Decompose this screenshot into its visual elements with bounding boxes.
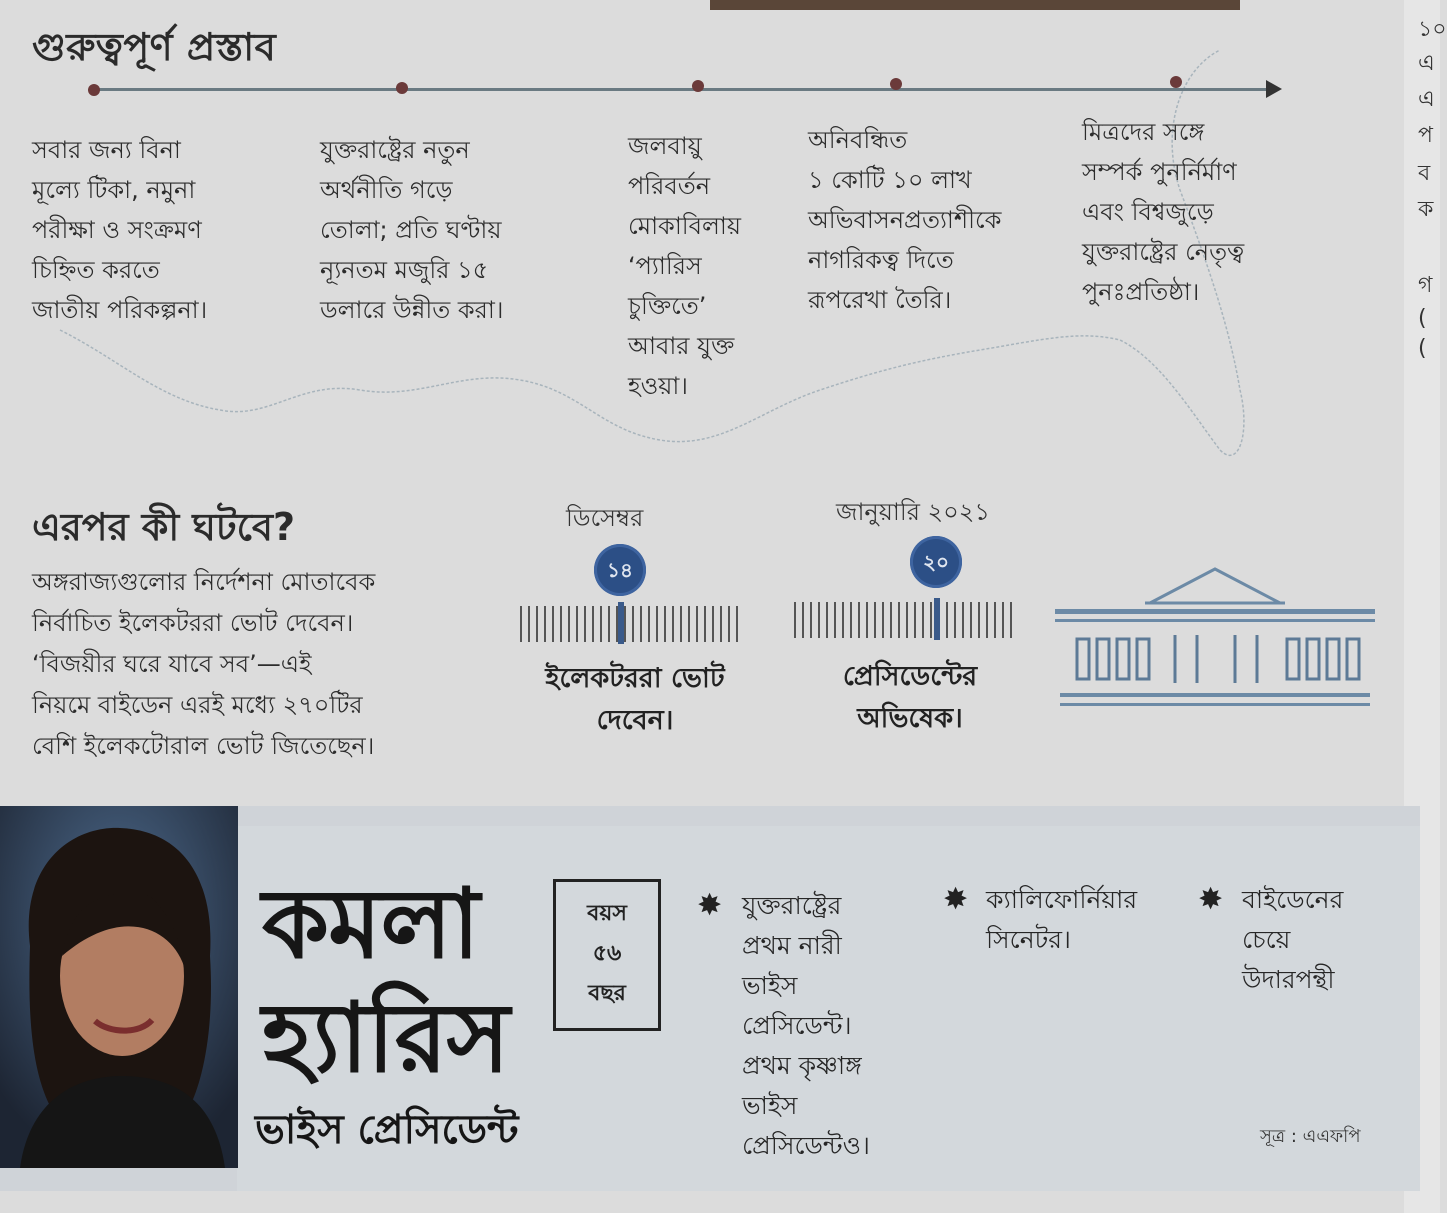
proposal-immigration: অনিবন্ধিত ১ কোটি ১০ লাখ অভিবাসনপ্রত্যাশীকে নাগরিকত্ব দিতে রূপরেখা তৈরি। [808,126,1002,314]
adjacent-photo-edge [710,0,1240,10]
age-box [553,879,661,1031]
capitol-building-icon [1055,565,1375,715]
star-icon: ✸ [1198,882,1224,917]
timeline-marker [934,598,940,640]
timeline-line [92,88,1272,91]
proposal-economy: যুক্তরাষ্ট্রের নতুন অর্থনীতি গড়ে তোলা; প্রতি ঘণ্টায় ন্যূনতম মজুরি ১৫ ডলারে উন্নীত করা। [320,136,504,324]
adjacent-column-fragment: প [1418,123,1433,148]
star-icon: ✸ [943,882,969,917]
fact-first-woman-vp: যুক্তরাষ্ট্রের প্রথম নারী ভাইস প্রেসিডেন্ট। প্রথম কৃষ্ণাঙ্গ ভাইস প্রেসিডেন্টও। [742,891,870,1160]
fact-california-senator: ক্যালিফোর্নিয়ার সিনেটর। [986,885,1138,954]
timeline-arrow-icon [1266,80,1282,98]
adjacent-column-fragment: এ [1418,87,1435,112]
age-label: বয়স [587,901,627,926]
timeline-dot [396,82,408,94]
timeline-dot [890,78,902,90]
adjacent-column-fragment: ( [1418,306,1427,331]
proposal-climate: জলবায়ু পরিবর্তন মোকাবিলায় ‘প্যারিস চুক্তিতে’ আবার যুক্ত হওয়া। [628,132,741,400]
event-caption-inauguration: প্রেসিডেন্টের অভিষেক। [842,661,978,734]
timeline-dot [692,80,704,92]
what-next-title: এরপর কী ঘটবে? [32,505,296,549]
adjacent-column-fragment: এ [1418,51,1435,76]
proposals-title: গুরুত্বপূর্ণ প্রস্তাব [32,25,277,69]
timeline-marker [618,602,624,644]
event-date-badge: ১৪ [594,544,646,596]
adjacent-column-fragment: ১০ [1418,17,1447,42]
timeline-dot [1170,76,1182,88]
event-month-january: জানুয়ারি ২০২১ [836,498,990,526]
adjacent-column-fragment: গ [1418,273,1433,298]
event-date-badge: ২০ [910,536,962,588]
proposal-vaccine: সবার জন্য বিনা মূল্যে টিকা, নমুনা পরীক্ষা ও সংক্রমণ চিহ্নিত করতে জাতীয় পরিকল্পনা। [32,136,208,324]
proposal-alliances: মিত্রদের সঙ্গে সম্পর্ক পুনর্নির্মাণ এবং বিশ্বজুড়ে যুক্তরাষ্ট্রের নেতৃত্ব পুনঃপ্রতিষ্ঠা। [1082,118,1245,306]
source-credit: সূত্র : এএফপি [1260,1126,1361,1147]
event-month-december: ডিসেম্বর [566,504,644,532]
name-first: কমলা [262,868,479,980]
star-icon: ✸ [697,888,723,923]
name-last: হ্যারিস [262,982,509,1094]
timeline-dot [88,84,100,96]
timeline-ticks [520,606,744,642]
age-unit: বছর [588,981,626,1006]
adjacent-column-fragment: ক [1418,197,1434,222]
fact-more-liberal: বাইডেনের চেয়ে উদারপন্থী [1242,885,1344,994]
adjacent-column-fragment: ব [1418,161,1431,186]
role-title: ভাইস প্রেসিডেন্ট [255,1107,519,1153]
age-value: ৫৬ [592,941,622,966]
timeline-ticks [794,602,1018,638]
what-next-body: অঙ্গরাজ্যগুলোর নির্দেশনা মোতাবেক নির্বাচিত ইলেকটররা ভোট দেবেন। ‘বিজয়ীর ঘরে যাবে সব’—এই নিয়মে বাইডেন এরই মধ্যে ২৭০টির বেশি ইলেকটোরাল ভোট জিতেছেন। [32,568,376,760]
kamala-harris-photo [0,806,238,1168]
adjacent-column-fragment: ( [1418,336,1427,361]
event-caption-electors-vote: ইলেকটররা ভোট দেবেন। [545,663,725,736]
